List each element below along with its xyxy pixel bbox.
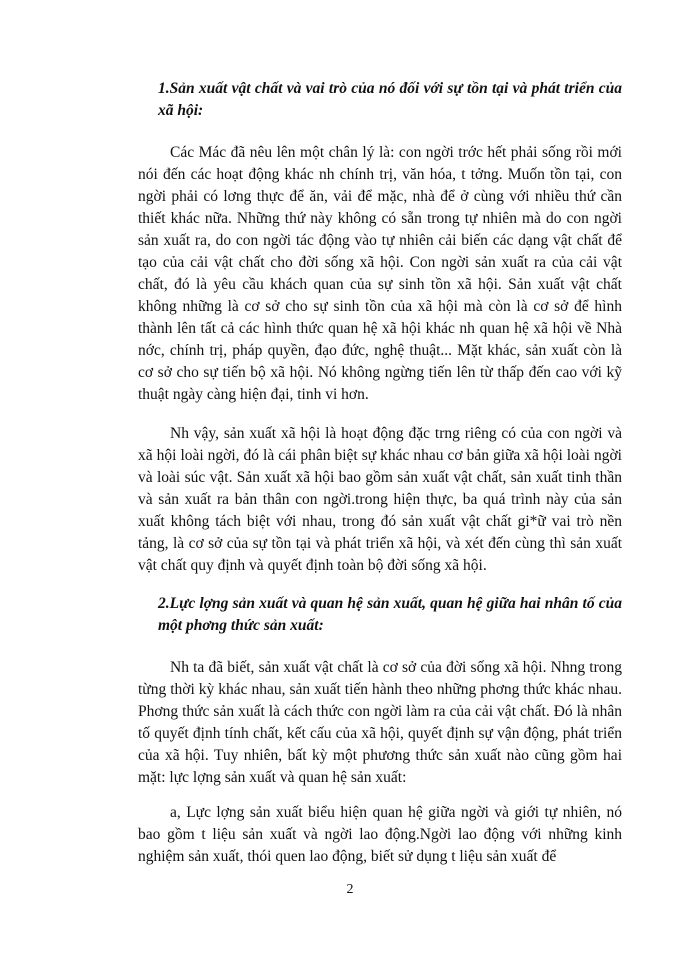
paragraph: a, Lực lợng sản xuất biểu hiện quan hệ giữa ngời và giới tự nhiên, nó bao gồm t liệu sản xuất và ngời lao động.Ngời lao động với những kinh nghiệm sản xuất, thói quen lao động, biết sử dụng t liệu sản xuất để xyxy=(138,804,622,865)
section-heading-1: 1.Sản xuất vật chất và vai trò của nó đối với sự tồn tại và phát triển của xã hội: xyxy=(158,80,622,119)
page-number: 2 xyxy=(346,882,354,897)
paragraph: Các Mác đã nêu lên một chân lý là: con ngời trớc hết phải sống rồi mới nói đến các hoạt động khác nh chính trị, văn hóa, t tởng. Muốn tồn tại, con ngời phải có lơng thực để ăn, vải để mặc, nhà để ở cùng với nhiều thứ cần thiết khác nữa. Những thứ này không có sẵn trong tự nhiên mà do con ngời sản xuất ra, do con ngời tác động vào tự nhiên cải biến các dạng vật chất để tạo của cải vật chất cho đời sống xã hội. Con ngời sản xuất ra của cải vật chất, đó là yêu cầu khách quan của sự sinh tồn xã hội. Sản xuất vật chất không những là cơ sở cho sự sinh tồn của xã hội mà còn là cơ sở để hình thành lên tất cả các hình thức quan hệ xã hội khác nh quan hệ xã hội về Nhà nớc, chính trị, pháp quyền, đạo đức, nghệ thuật... Mặt khác, sản xuất còn là cơ sở cho sự tiến bộ xã hội. Nó không ngừng tiến lên từ thấp đến cao với kỹ thuật ngày càng hiện đại, tinh vi hơn. xyxy=(138,144,622,403)
paragraph: Nh vậy, sản xuất xã hội là hoạt động đặc trng riêng có của con ngời và xã hội loài ngời, đó là cái phân biệt sự khác nhau cơ bản giữa xã hội loài ngời và loài súc vật. Sản xuất xã hội bao gồm sản xuất vật chất, sản xuất tinh thần và sản xuất ra bản thân con ngời.trong hiện thực, ba quá trình này của sản xuất không tách biệt với nhau, trong đó sản xuất vật chất gi*ữ vai trò nền tảng, là cơ sở của sự tồn tại và phát triển xã hội, và xét đến cùng thì sản xuất vật chất quy định và quyết định toàn bộ đời sống xã hội. xyxy=(138,425,622,574)
section-heading-2: 2.Lực lợng sản xuất và quan hệ sản xuất, quan hệ giữa hai nhân tố của một phơng thức sản xuất: xyxy=(158,595,622,634)
paragraph: Nh ta đã biết, sản xuất vật chất là cơ sở của đời sống xã hội. Nhng trong từng thời kỳ khác nhau, sản xuất tiến hành theo những phơng thức khác nhau. Phơng thức sản xuất là cách thức con ngời làm ra của cải vật chất. Đó là nhân tố quyết định tính chất, kết cấu của xã hội, quyết định sự vận động, phát triển của xã hội. Tuy nhiên, bất kỳ một phương thức sản xuất nào cũng gồm hai mặt: lực lợng sản xuất và quan hệ sản xuất: xyxy=(138,659,622,786)
